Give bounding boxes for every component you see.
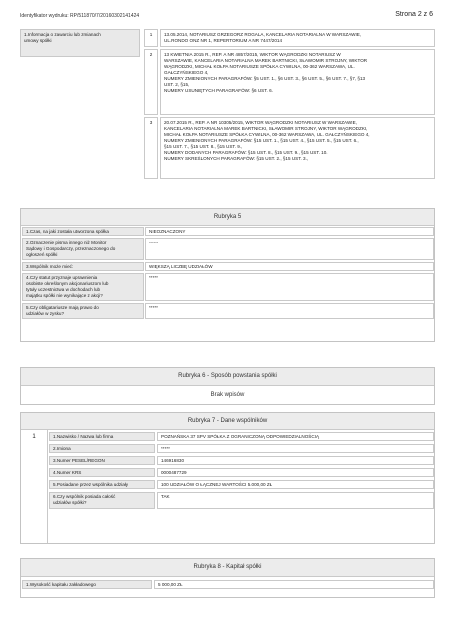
field-label — [22, 227, 144, 236]
print-identifier: Identyfikator wydruku: RP/511870/7/20160302141424 — [20, 13, 140, 19]
field-label — [49, 480, 155, 489]
rubric-8 — [20, 558, 435, 598]
entry-line: WĄGRODZKI, MICHAŁ KOŁPA NOTARIUSZE SPÓŁKA CYWILNA, 00-362 WARSZAWA, UL. — [164, 64, 355, 69]
contract-changes-label — [20, 29, 140, 57]
contract-changes-section — [20, 29, 435, 207]
label-line: tytuły uczestnictwa w dochodach lub — [26, 287, 101, 292]
entry-line: WARSZAWIE, KANCELARIA NOTARIALNA MAREK BARTNICKI, SŁAWOMIR STROJNY, WIKTOR — [164, 58, 368, 63]
label-line: udziałów spółki? — [53, 500, 87, 505]
field-value: TAK — [157, 492, 434, 509]
entry-text — [160, 117, 435, 179]
rubric-5 — [20, 208, 435, 342]
entry-line: KANCELARIA NOTARIALNA MAREK BARTNICKI, SŁAWOMIR STROJNY, WIKTOR WĄGRODZKI, — [164, 126, 368, 131]
entry-line: NUMERY ZMIENIONYCH PARAGRAFÓW: §15 UST. 1., §15 UST. 4., §15 UST. 5., §15 UST. 6., — [164, 138, 359, 143]
field-value: WIĘKSZĄ LICZBĘ UDZIAŁÓW — [145, 262, 434, 271]
field-value: NIEOZNACZONY — [145, 227, 434, 236]
entry-number: 3 — [144, 117, 158, 179]
field-label — [49, 456, 155, 465]
field-value: 146916830 — [157, 456, 434, 465]
entry-number: 2 — [144, 49, 158, 115]
label-line: 3.Numer PESEL/REGON — [53, 458, 105, 463]
page-number: Strona 2 z 6 — [395, 11, 433, 18]
field-value: ***** — [145, 273, 434, 301]
label-line: 1.Nazwisko / Nazwa lub firma — [53, 434, 114, 439]
label-line: 5.Czy obligatariusze mają prawo do — [26, 305, 99, 310]
rubric-title: Rubryka 5 — [21, 209, 434, 226]
label-line: umowy spółki — [24, 38, 52, 43]
field-value: POZNAŃSKA 37 SPV SPÓŁKA Z OGRANICZONĄ ODPOWIEDZIALNOŚCIĄ — [157, 432, 434, 441]
entry-number: 1 — [144, 29, 158, 47]
label-line: 1.Informacja o zawarciu lub zmianach — [24, 32, 101, 37]
label-line: 4.Numer KRS — [53, 470, 82, 475]
label-line: udziałów w zysku? — [26, 311, 65, 316]
label-line: 2.Oznaczenie pisma innego niż Monitor — [26, 240, 107, 245]
field-label — [49, 492, 155, 509]
label-line: majątku spółki nie wynikające z akcji? — [26, 293, 103, 298]
field-label — [22, 303, 144, 319]
label-line: Sądowy i Gospodarczy, przeznaczonego do — [26, 246, 116, 251]
field-value: ***** — [145, 303, 434, 319]
rubric-title: Rubryka 7 - Dane wspólników — [21, 413, 434, 430]
field-label — [22, 238, 144, 260]
entry-text — [160, 49, 435, 115]
field-value: ------ — [145, 238, 434, 260]
partner-number: 1 — [21, 430, 48, 543]
field-value: 0000487729 — [157, 468, 434, 477]
field-label — [49, 432, 155, 441]
label-line: 5.Posiadane przez wspólnika udziały — [53, 482, 129, 487]
entry-line: NUMERY USUNIĘTYCH PARAGRAFÓW: §6 UST. 6. — [164, 88, 273, 93]
label-line: 6.Czy wspólnik posiada całość — [53, 494, 116, 499]
label-line: 4.Czy statut przyznaje uprawnienia — [26, 275, 98, 280]
entry-line: 13.05.2014, NOTARIUSZ GRZEGORZ ROGALA, KANCELARIA NOTARIALNA W WARSZAWIE, — [164, 32, 362, 37]
entry-text — [160, 29, 435, 47]
entry-line: NUMERY SKREŚLONYCH PARAGRAFÓW: §15 UST. 2., §15 UST. 3., — [164, 156, 309, 161]
label-line: 3.Wspólnik może mieć: — [26, 264, 74, 269]
label-line: 2.Imiona — [53, 446, 71, 451]
entry-line: NUMERY ZMIENIONYCH PARAGRAFÓW: §5 UST. 1., §6 UST. 3., §6 UST. 5., §6 UST. 7., §7, §13 — [164, 76, 366, 81]
entry-line: GAŁCZYŃSKIEGO 4, — [164, 70, 209, 75]
field-label — [49, 444, 155, 453]
rubric-title: Rubryka 8 - Kapitał spółki — [21, 559, 434, 577]
field-label — [22, 262, 144, 271]
entry-line: 13 KWIETNIA 2015 R., REP. A NR 4857/2015, WIKTOR WĄGRODZKI NOTARIUSZ W — [164, 52, 341, 57]
field-value: 5 000,00 ZŁ — [154, 580, 434, 589]
field-value: ***** — [157, 444, 434, 453]
entry-line: UL.RONDO ONZ NR 1, REPERTORIUM A NR 7447/2014 — [164, 38, 283, 43]
entry-line: 20.07.2015 R., REP. A NR 10305/2015, WIKTOR WĄGRODZKI NOTARIUSZ W WARSZAWIE, — [164, 120, 357, 125]
entry-line: MICHAŁ KOŁPA NOTARIUSZE SPÓŁKA CYWILNA, 00-362 WARSZAWA, UL. GAŁCZYŃSKIEGO 4, — [164, 132, 370, 137]
field-label — [49, 468, 155, 477]
rubric-title: Rubryka 6 - Sposób powstania spółki — [21, 368, 434, 386]
no-entries-text: Brak wpisów — [210, 392, 245, 398]
entry-line: §15 UST. 7., §15 UST. 8., §15 UST. 9., — [164, 144, 243, 149]
rubric-6 — [20, 367, 435, 405]
field-label — [22, 273, 144, 301]
label-line: 1.Czas, na jaki została utworzona spółka — [26, 229, 109, 234]
entry-line: NUMERY DODANYCH PARAGRAFÓW: §15 UST. 8., §15 UST. 9., §15 UST. 10. — [164, 150, 328, 155]
label-line: ogłoszeń spółki — [26, 252, 58, 257]
field-label: 1.Wysokość kapitału zakładowego — [22, 580, 152, 589]
rubric-7 — [20, 412, 435, 544]
field-value: 100 UDZIAŁÓW O ŁĄCZNEJ WARTOŚCI 5.000,00 ZŁ — [157, 480, 434, 489]
entry-line: UST. 2, §15, — [164, 82, 190, 87]
label-line: osobiste określonym akcjonariuszom lub — [26, 281, 109, 286]
